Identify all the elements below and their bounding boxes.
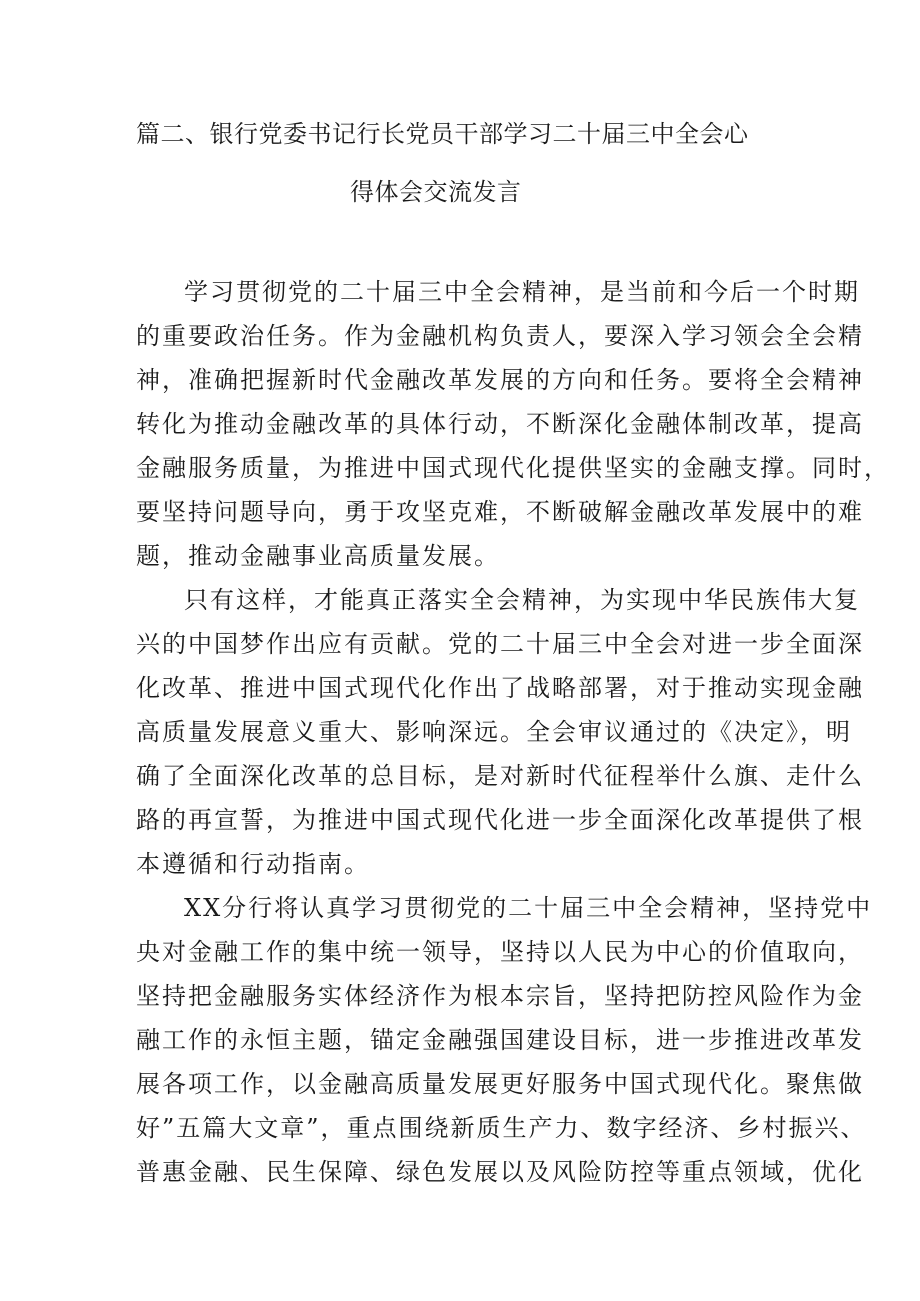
paragraph-line: 确了全面深化改革的总目标，是对新时代征程举什么旗、走什么 xyxy=(136,762,864,790)
paragraph-line: 神，准确把握新时代金融改革发展的方向和任务。要将全会精神 xyxy=(136,366,864,394)
paragraph-line: 金融服务质量，为推进中国式现代化提供坚实的金融支撑。同时， xyxy=(136,454,890,482)
paragraph-line: 的重要政治任务。作为金融机构负责人，要深入学习领会全会精 xyxy=(136,322,864,350)
document-title-line-1: 篇二、银行党委书记行长党员干部学习二十届三中全会心 xyxy=(136,120,749,148)
paragraph-line: 本遵循和行动指南。 xyxy=(136,850,370,878)
document-title-line-2: 得体会交流发言 xyxy=(350,178,522,206)
paragraph-1 xyxy=(136,270,890,578)
paragraph-line: 路的再宣誓，为推进中国式现代化进一步全面深化改革提供了根 xyxy=(136,806,864,834)
paragraph-3 xyxy=(136,886,873,1194)
paragraph-line: 普惠金融、民生保障、绿色发展以及风险防控等重点领域，优化 xyxy=(136,1158,864,1186)
paragraph-line: 学习贯彻党的二十届三中全会精神，是当前和今后一个时期 xyxy=(184,278,860,306)
paragraph-line: 转化为推动金融改革的具体行动，不断深化金融体制改革，提高 xyxy=(136,410,864,438)
paragraph-line: 高质量发展意义重大、影响深远。全会审议通过的《决定》，明 xyxy=(136,718,852,746)
paragraph-line: 只有这样，才能真正落实全会精神，为实现中华民族伟大复 xyxy=(184,586,860,614)
paragraph-line: 央对金融工作的集中统一领导，坚持以人民为中心的价值取向， xyxy=(136,938,864,966)
paragraph-line: 融工作的永恒主题，锚定金融强国建设目标，进一步推进改革发 xyxy=(136,1026,864,1054)
paragraph-line: 展各项工作，以金融高质量发展更好服务中国式现代化。聚焦做 xyxy=(136,1070,864,1098)
paragraph-line: 化改革、推进中国式现代化作出了战略部署，对于推动实现金融 xyxy=(136,674,864,702)
paragraph-line: 兴的中国梦作出应有贡献。党的二十届三中全会对进一步全面深 xyxy=(136,630,864,658)
paragraph-line: 要坚持问题导向，勇于攻坚克难，不断破解金融改革发展中的难 xyxy=(136,498,864,526)
paragraph-line: 题，推动金融事业高质量发展。 xyxy=(136,542,500,570)
document-body xyxy=(136,270,890,1194)
paragraph-2 xyxy=(136,578,864,886)
paragraph-line: 坚持把金融服务实体经济作为根本宗旨，坚持把防控风险作为金 xyxy=(136,982,864,1010)
paragraph-line: XX分行将认真学习贯彻党的二十届三中全会精神，坚持党中 xyxy=(184,894,873,922)
paragraph-line: 好”五篇大文章”，重点围绕新质生产力、数字经济、乡村振兴、 xyxy=(136,1114,867,1142)
